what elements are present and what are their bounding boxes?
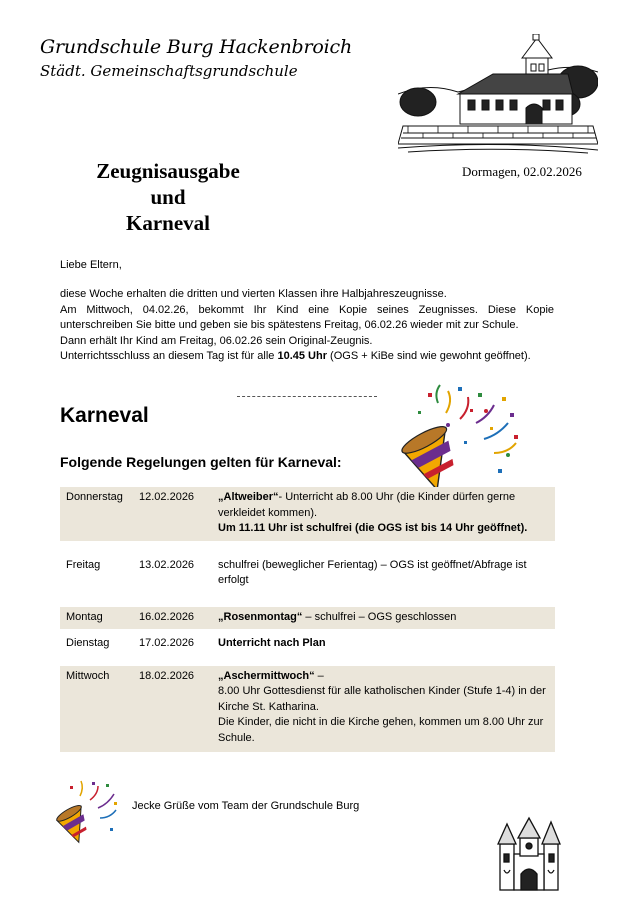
section-title: Karneval — [60, 404, 149, 427]
title-line-2: und — [150, 185, 186, 209]
paragraph-3: Dann erhält Ihr Kind am Freitag, 06.02.26 sein Original-Zeugnis. — [60, 334, 373, 347]
closing-greeting: Jecke Grüße vom Team der Grundschule Burg — [132, 800, 360, 812]
schedule-date: 17.02.2026 — [139, 637, 195, 649]
schedule-description — [218, 610, 555, 626]
event-name: „Rosenmontag“ — [218, 610, 303, 623]
schedule-date: 18.02.2026 — [139, 669, 195, 682]
schedule-day: Montag — [66, 610, 103, 623]
schedule-day: Donnerstag — [66, 491, 123, 503]
school-name: Grundschule Burg Hackenbroich — [40, 36, 352, 58]
school-building-illustration — [398, 34, 598, 154]
title-line-1: Zeugnisausgabe — [96, 159, 240, 183]
event-note: Um 11.11 Uhr ist schulfrei (die OGS ist bis 14 Uhr geöffnet). — [218, 522, 528, 534]
title-line-3: Karneval — [126, 211, 210, 235]
event-text: – schulfrei – OGS geschlossen — [302, 610, 457, 623]
schedule-row — [60, 487, 555, 541]
school-subtitle: Städt. Gemeinschaftsgrundschule — [40, 62, 298, 80]
letter-date: Dormagen, 02.02.2026 — [462, 164, 582, 179]
schedule-row — [60, 629, 555, 660]
schedule-description — [218, 669, 555, 747]
castle-illustration — [494, 814, 564, 894]
p4-text: Unterrichtsschluss an diesem Tag ist für alle — [60, 350, 278, 362]
schedule-description — [218, 490, 555, 537]
event-detail: Die Kinder, die nicht in die Kirche gehen, kommen um 8.00 Uhr zur Schule. — [218, 716, 544, 744]
paragraph-1: diese Woche erhalten die dritten und vierten Klassen ihre Halbjahreszeugnisse. — [60, 288, 447, 300]
event-detail: 8.00 Uhr Gottesdienst für alle katholischen Kinder (Stufe 1-4) in der Kirche St. Katharina. — [218, 685, 546, 713]
schedule-description: schulfrei (beweglicher Ferientag) – OGS ist geöffnet/Abfrage ist erfolgt — [218, 558, 527, 586]
event-name: „Altweiber“ — [218, 491, 279, 503]
schedule-row — [60, 607, 555, 630]
section-subtitle: Folgende Regelungen gelten für Karneval: — [60, 454, 342, 470]
paragraph-2: Am Mittwoch, 04.02.26, bekommt Ihr Kind eine Kopie seines Zeugnisses. Diese Kopie unterschreiben Sie bitte und geben sie bis spätestens Freitag, 06.02.26 wieder mit zur Schule. — [60, 303, 554, 331]
schedule-date: 12.02.2026 — [139, 491, 195, 503]
greeting: Liebe Eltern, — [60, 259, 122, 271]
schedule-description: Unterricht nach Plan — [218, 637, 326, 649]
schedule-day: Freitag — [66, 558, 101, 571]
schedule-date: 16.02.2026 — [139, 610, 195, 623]
party-popper-small-illustration — [54, 778, 122, 844]
event-text: – — [314, 669, 324, 682]
dismissal-time: 10.45 Uhr — [277, 350, 327, 362]
schedule-day: Dienstag — [66, 637, 110, 649]
carnival-schedule — [60, 487, 555, 752]
event-name: „Aschermittwoch“ — [218, 669, 315, 682]
divider — [237, 396, 377, 397]
schedule-date: 13.02.2026 — [139, 558, 195, 571]
p4-text-end: (OGS + KiBe sind wie gewohnt geöffnet). — [326, 350, 531, 362]
paragraph-4 — [60, 349, 554, 365]
event-text: - Unterricht ab 8.00 Uhr (die Kinder dürfen gerne verkleidet kommen). — [218, 491, 516, 519]
party-popper-illustration — [398, 383, 526, 487]
document-title — [68, 158, 268, 236]
letter-body — [60, 287, 554, 365]
schedule-row — [60, 666, 555, 753]
schedule-row — [60, 555, 555, 593]
schedule-day: Mittwoch — [66, 669, 110, 682]
